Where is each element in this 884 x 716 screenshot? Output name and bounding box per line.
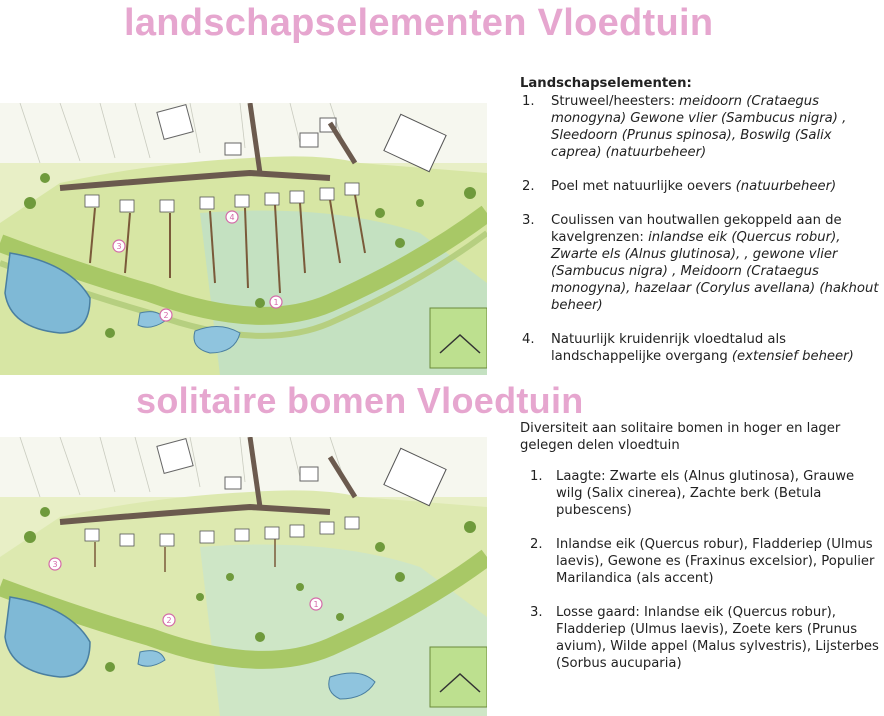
section-heading: Landschapselementen: (520, 76, 692, 91)
site-plan-map-landschapselementen (0, 103, 487, 375)
list-item: 2. Inlandse eik (Quercus robur), Fladderiep (Ulmus laevis), Gewone es (Fraxinus excelsior), Populier Marilandica (als accent) (530, 537, 875, 586)
map-marker-3: 3 (52, 560, 58, 569)
list-item: 2. Poel met natuurlijke oevers (natuurbeheer) (522, 179, 837, 194)
list-item: 1. Struweel/heesters: meidoorn (Crataegus monogyna) Gewone vlier (Sambucus nigra) , Sleedoorn (Prunus spinosa), Boswilg (Salix caprea) (natuurbeheer) (522, 94, 847, 160)
list-item: 3. Losse gaard: Inlandse eik (Quercus robur), Fladderiep (Ulmus laevis), Zoete kers (Prunus avium), Wilde appel (Malus sylvestris), Lijsterbes (Sorbus aucuparia) (530, 605, 879, 671)
list-item: 3. Coulissen van houtwallen gekoppeld aan de kavelgrenzen: inlandse eik (Quercus robur), Zwarte els (Alnus glutinosa), , gewone vlier (Sambucus nigra) , Meidoorn (Crataegus monogyna), hazelaar (Corylus avellana) (hakhout beheer) (522, 213, 879, 313)
site-plan-drawing (0, 103, 487, 375)
list-item: 4. Natuurlijk kruidenrijk vloedtalud als landschappelijke overgang (extensief beheer) (522, 332, 854, 364)
map-marker-3: 3 (116, 242, 122, 251)
solitaire-bomen-list (520, 468, 882, 672)
map-marker-2: 2 (163, 311, 169, 320)
map-marker-1: 1 (313, 600, 319, 609)
section-intro: Diversiteit aan solitaire bomen in hoger en lager gelegen delen vloedtuin (520, 421, 841, 453)
site-plan-drawing (0, 437, 487, 716)
map-marker-1: 1 (273, 298, 279, 307)
page-title-solitaire-bomen: solitaire bomen Vloedtuin (136, 380, 584, 421)
landschapselementen-panel (520, 75, 882, 382)
landschapselementen-list (520, 93, 882, 365)
map-marker-2: 2 (166, 616, 172, 625)
solitaire-bomen-panel (520, 420, 882, 689)
map-marker-4: 4 (229, 213, 235, 222)
page-title-landschapselementen: landschapselementen Vloedtuin (124, 2, 714, 44)
list-item: 1. Laagte: Zwarte els (Alnus glutinosa), Grauwe wilg (Salix cinerea), Zachte berk (Betula pubescens) (530, 469, 855, 518)
site-plan-map-solitaire-bomen (0, 437, 487, 716)
